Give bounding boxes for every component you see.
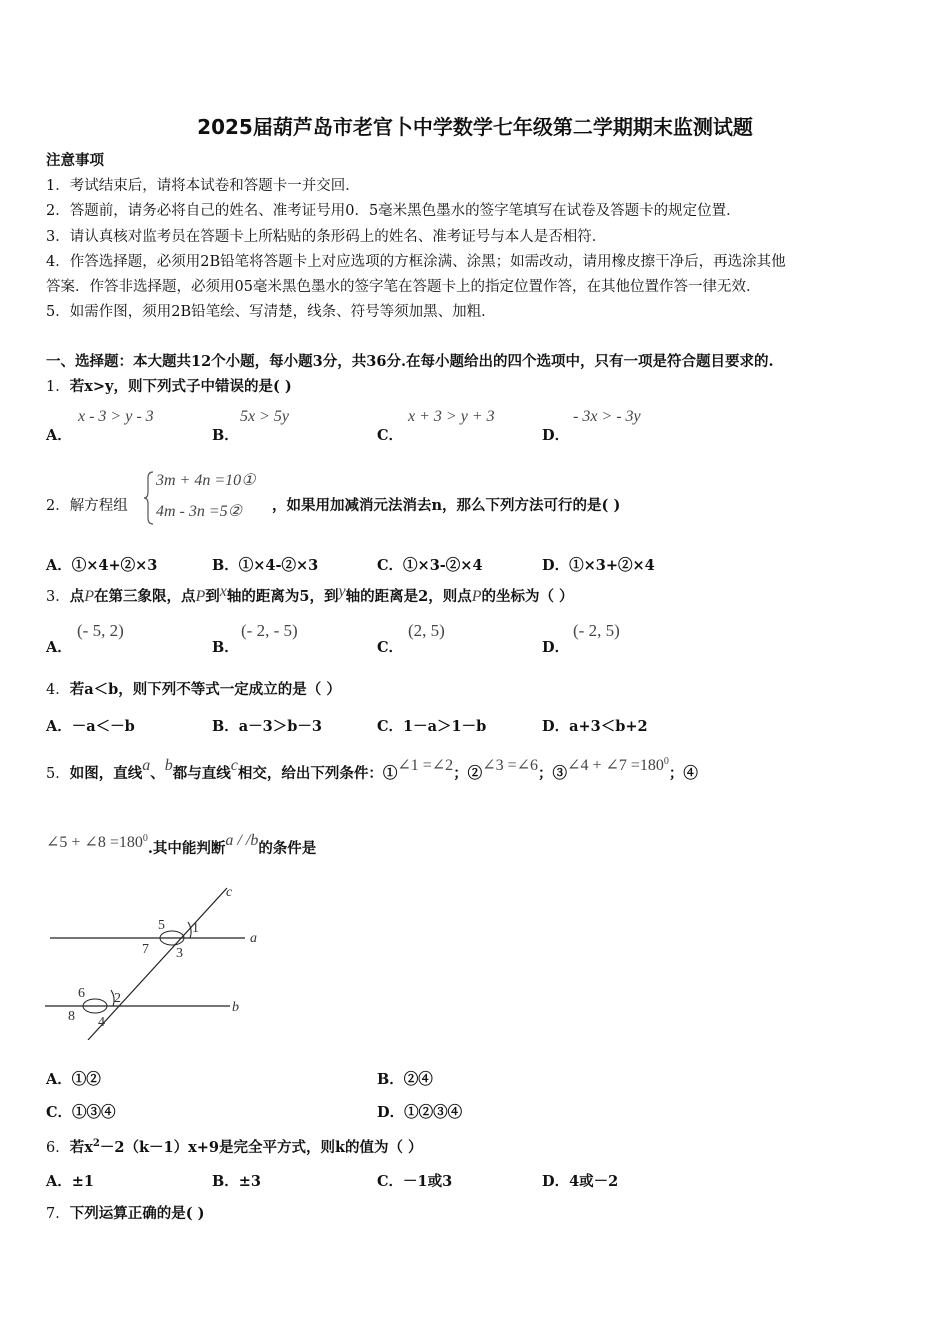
parallel-condition: a / /b — [225, 831, 259, 849]
option-b: B．②④ — [377, 1071, 433, 1088]
option-b: 5x > 5y — [240, 408, 289, 425]
notice-item: 4．作答选择题，必须用2B铅笔将答题卡上对应选项的方框涂满、涂黑；如需改动，请用橡皮擦干净后，再选涂其他 — [46, 254, 786, 270]
label-a: a — [250, 931, 257, 946]
option-d: D．①×3+②×4 — [542, 557, 655, 574]
option-d: - 3x > - 3y — [573, 408, 641, 425]
stem-text: .其中能判断 — [147, 839, 226, 857]
notice-item: 3．请认真核对监考员在答题卡上所粘贴的条形码上的姓名、准考证号与本人是否相符． — [46, 229, 607, 245]
question-number: 4． — [46, 682, 70, 698]
option-a-label: A． — [46, 639, 72, 656]
option-a: A．①② — [46, 1071, 101, 1088]
stem-text: 如图，直线 — [69, 764, 143, 782]
question-4 — [46, 680, 341, 700]
stem-text: 的坐标为（ ） — [481, 588, 574, 605]
math-a: a — [142, 756, 151, 774]
label-1: 1 — [192, 921, 199, 936]
question-stem-post: ，如果用加减消元法消去n，那么下列方法可行的是( ) — [272, 497, 621, 514]
notice-item: 1．考试结束后，请将本试卷和答题卡一并交回． — [46, 178, 360, 194]
stem-text: 都与直线 — [172, 764, 231, 782]
question-2 — [46, 470, 926, 526]
option-b-label: B． — [212, 639, 239, 656]
page-title: 2025届葫芦岛市老官卜中学数学七年级第二学期期末监测试题 — [197, 115, 753, 139]
question-stem-pre: 解方程组 — [69, 498, 128, 514]
option-c: x + 3 > y + 3 — [408, 408, 495, 425]
question-number: 7． — [46, 1206, 70, 1222]
option-d: D．①②③④ — [377, 1104, 463, 1121]
option-b-label: B． — [212, 427, 239, 444]
label-6: 6 — [78, 986, 85, 1001]
label-b: b — [232, 1000, 239, 1015]
option-c: (2, 5) — [408, 621, 445, 640]
math-p: P — [84, 588, 95, 605]
stem-text: 的条件是 — [258, 839, 317, 857]
stem-text: ；③ — [538, 764, 568, 782]
math-p: P — [471, 588, 482, 605]
question-7 — [46, 1204, 205, 1224]
option-c: C．－1或3 — [377, 1173, 453, 1190]
question-number: 2． — [46, 498, 70, 514]
system-brace — [143, 470, 155, 526]
condition-2: ∠3 =∠6 — [482, 756, 539, 774]
option-d: D．a+3＜b+2 — [542, 718, 648, 735]
math-y: y — [338, 583, 346, 600]
notice-item: 2．答题前，请务必将自己的姓名、准考证号用0．5毫米黑色墨水的签字笔填写在试卷及答题卡的规定位置． — [46, 203, 741, 219]
label-c: c — [226, 885, 233, 900]
question-3 — [46, 583, 574, 607]
question-5 — [46, 756, 698, 784]
stem-text: 相交，给出下列条件：① — [237, 764, 398, 782]
option-c: C．①③④ — [46, 1104, 116, 1121]
label-2: 2 — [114, 991, 121, 1006]
condition-1: ∠1 =∠2 — [397, 756, 454, 774]
question-5-line2 — [46, 831, 317, 859]
option-d: D．4或－2 — [542, 1173, 619, 1190]
stem-text: 、 — [150, 764, 165, 782]
option-a: A．①×4+②×3 — [46, 557, 158, 574]
question-6 — [46, 1134, 423, 1158]
stem-text: 在第三象限，点 — [94, 588, 196, 605]
stem-text: 若x — [69, 1138, 93, 1156]
option-c-label: C． — [377, 427, 404, 444]
notice-item: 答案．作答非选择题，必须用05毫米黑色墨水的签字笔在答题卡上的指定位置作答，在其他位置作答一律无效． — [46, 279, 761, 295]
option-c: C．①×3-②×4 — [377, 557, 483, 574]
stem-text: 到 — [205, 588, 220, 605]
question-number: 1． — [46, 379, 70, 395]
label-3: 3 — [176, 946, 183, 961]
parallel-lines-figure — [40, 880, 280, 1040]
equation-1: 3m + 4n =10① — [156, 472, 256, 489]
label-4: 4 — [98, 1015, 105, 1030]
condition-3: ∠4 + ∠7 =180 — [567, 756, 664, 774]
option-b: B．a－3＞b－3 — [212, 718, 322, 735]
option-d-label: D． — [542, 639, 570, 656]
section-heading: 一、选择题：本大题共12个小题，每小题3分，共36分.在每小题给出的四个选项中，只有一项是符合题目要求的. — [46, 353, 774, 370]
option-a: A．±1 — [46, 1173, 94, 1190]
option-d: (- 2, 5) — [573, 621, 620, 640]
equation-2: 4m - 3n =5② — [156, 503, 243, 520]
superscript: 0 — [663, 756, 669, 767]
option-b: (- 2, - 5) — [241, 621, 298, 640]
question-stem: 下列运算正确的是( ) — [69, 1205, 205, 1222]
option-c-label: C． — [377, 639, 404, 656]
question-stem: 若a＜b，则下列不等式一定成立的是（ ） — [69, 681, 341, 698]
superscript: 0 — [142, 833, 148, 844]
question-number: 6． — [46, 1139, 70, 1156]
math-p: P — [195, 588, 206, 605]
notice-heading: 注意事项 — [46, 152, 104, 169]
math-x: x — [219, 583, 227, 600]
question-stem: 若x>y，则下列式子中错误的是( ) — [69, 378, 292, 395]
option-a: x - 3 > y - 3 — [78, 408, 154, 425]
stem-text: 点 — [69, 588, 85, 605]
option-b: B．±3 — [212, 1173, 261, 1190]
question-number: 3． — [46, 589, 70, 605]
option-b: B．①×4-②×3 — [212, 557, 319, 574]
superscript: 2 — [92, 1138, 100, 1149]
stem-text: ；④ — [668, 764, 698, 782]
stem-text: 轴的距离为5，到 — [226, 588, 339, 605]
stem-text: ；② — [453, 764, 483, 782]
label-7: 7 — [142, 942, 149, 957]
question-number: 5． — [46, 765, 70, 782]
option-a: A．－a＜－b — [46, 718, 135, 735]
condition-4: ∠5 + ∠8 =180 — [46, 833, 143, 851]
notice-item: 5．如需作图，须用2B铅笔绘、写清楚，线条、符号等须加黑、加粗． — [46, 304, 496, 320]
stem-text: 轴的距离是2，则点 — [345, 588, 472, 605]
q3-options — [46, 621, 926, 657]
math-b: b — [164, 756, 173, 774]
label-8: 8 — [68, 1009, 75, 1024]
stem-text: －2（k－1）x+9是完全平方式，则k的值为（ ） — [99, 1138, 423, 1156]
option-a: (- 5, 2) — [77, 621, 124, 640]
option-a-label: A． — [46, 427, 72, 444]
math-c: c — [230, 756, 238, 774]
option-d-label: D． — [542, 427, 570, 444]
question-1 — [46, 377, 292, 397]
label-5: 5 — [158, 918, 165, 933]
option-c: C．1－a＞1－b — [377, 718, 487, 735]
q1-options — [46, 408, 926, 444]
line-c — [88, 888, 227, 1040]
